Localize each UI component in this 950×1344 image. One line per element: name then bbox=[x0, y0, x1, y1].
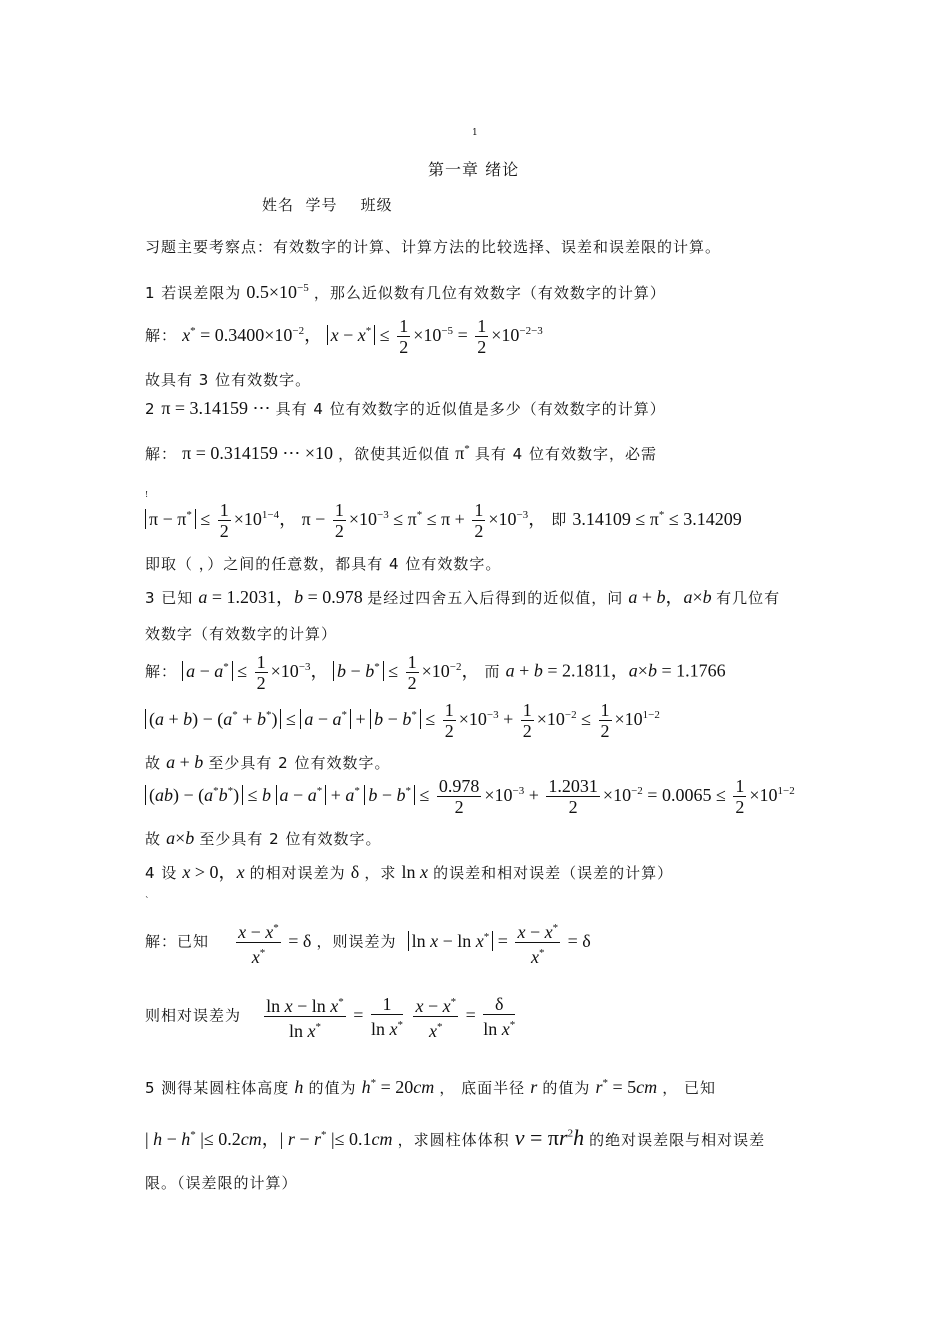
q3-sum-bound: (a + b) − (a* + b*) ≤ a − a* + b − b* ≤ $\frac{1}{2}$ $\times 10^{-3}$ + $\frac{1}{2}$ $\times 10^{-2}$ ≤ $\frac{1}{2}$ $\times 10^{1-2}$ bbox=[145, 700, 825, 741]
q4-line: 4 设 x > 0，x 的相对误差为 δ ，求 ln x 的误差和相对误差（误差的计算） bbox=[145, 862, 674, 882]
page-mark-mid: ! bbox=[145, 490, 149, 499]
q3-line: 3 已知 a = 1.2031，b = 0.978 是经过四舍五入后得到的近似值，问 a + b，a×b 有几位有 bbox=[145, 587, 781, 607]
q5-line2: | h − h* |≤ 0.2cm，| r − r* |≤ 0.1cm ，求圆柱体体积 $v = \pi r^2h$ 的绝对误差限与相对误差 bbox=[145, 1125, 766, 1150]
q5-line3: 限。（误差限的计算） bbox=[145, 1174, 298, 1192]
q2-conclusion: 即取（ ，）之间的任意数，都具有 4 位有效数字。 bbox=[145, 555, 502, 573]
q3-solution: 解： a − a* ≤ $\frac{1}{2}$ $\times 10^{-3}$， b − b* ≤ $\frac{1}{2}$ $\times 10^{-2}$， 而 a + b = 2.1811，a×b = 1.1766 bbox=[145, 652, 726, 693]
page-mark-top: 1 bbox=[472, 128, 478, 138]
q1-line: 1 若误差限为 $0.5\times 10^{-5}$ ，那么近似数有几位有效数字（有效数字的计算） bbox=[145, 282, 666, 302]
q4-relative: 则相对误差为 $\frac{\ln x - \ln x^*}{\ln x^*}$ = $\frac{1}{\ln x^*}$ $\frac{x - x^*}{x^*}$ = $\frac{\delta}{\ln x^*}$ bbox=[145, 994, 516, 1041]
q3-conclusion1: 故 a + b 至少具有 2 位有效数字。 bbox=[145, 752, 391, 772]
q5-line: 5 测得某圆柱体高度 h 的值为 h* = 20cm ， 底面半径 r 的值为 r* = 5cm ， 已知 bbox=[145, 1077, 716, 1097]
q2-bound: π − π* ≤ $\frac{1}{2}$ $\times 10^{1-4}$， π − $\frac{1}{2}$ $\times 10^{-3} \le \pi^* \le \pi$ + $\frac{1}{2}$ $\times 10^{-3}$， 即 3.14109 ≤ π* ≤ 3.14209 bbox=[145, 500, 825, 541]
q3-product-bound: (ab) − (a*b*) ≤ b a − a* + a* b − b* ≤ $\frac{0.978}{2}$ $\times 10^{-3}$ + $\frac{1.2031}{2}$ $\times 10^{-2} = 0.0065$ ≤ $\frac{1}{2}$ $\times 10^{1-2}$ bbox=[145, 776, 825, 817]
q1-solution: 解： $x^* = 0.3400\times 10^{-2}$， x − x* ≤ $\frac{1}{2}$ $\times 10^{-5}$ = $\frac{1}{2}$ $\times 10^{-2-3}$ bbox=[145, 316, 543, 357]
q2-solution: 解： π = 0.314159 ⋯ ×10 ，欲使其近似值 π* 具有 4 位有效数字，必需 bbox=[145, 443, 657, 463]
q4-solution: 解：已知 $\frac{x - x^*}{x^*}$ = δ ，则误差为 ln x − ln x* = $\frac{x - x^*}{x^*}$ = δ bbox=[145, 918, 825, 967]
page-mark-low: ` bbox=[145, 897, 150, 907]
intro-text: 习题主要考察点：有效数字的计算、计算方法的比较选择、误差和误差限的计算。 bbox=[145, 238, 722, 256]
q2-line: 2 π = 3.14159 ⋯ 具有 4 位有效数字的近似值是多少（有效数字的计算） bbox=[145, 398, 666, 418]
q3-line2: 效数字（有效数字的计算） bbox=[145, 625, 338, 643]
q1-conclusion: 故具有 3 位有效数字。 bbox=[145, 371, 312, 389]
chapter-title: 第一章 绪论 bbox=[428, 160, 520, 179]
q3-conclusion2: 故 a×b 至少具有 2 位有效数字。 bbox=[145, 828, 382, 848]
student-info: 姓名 学号 班级 bbox=[262, 196, 393, 214]
